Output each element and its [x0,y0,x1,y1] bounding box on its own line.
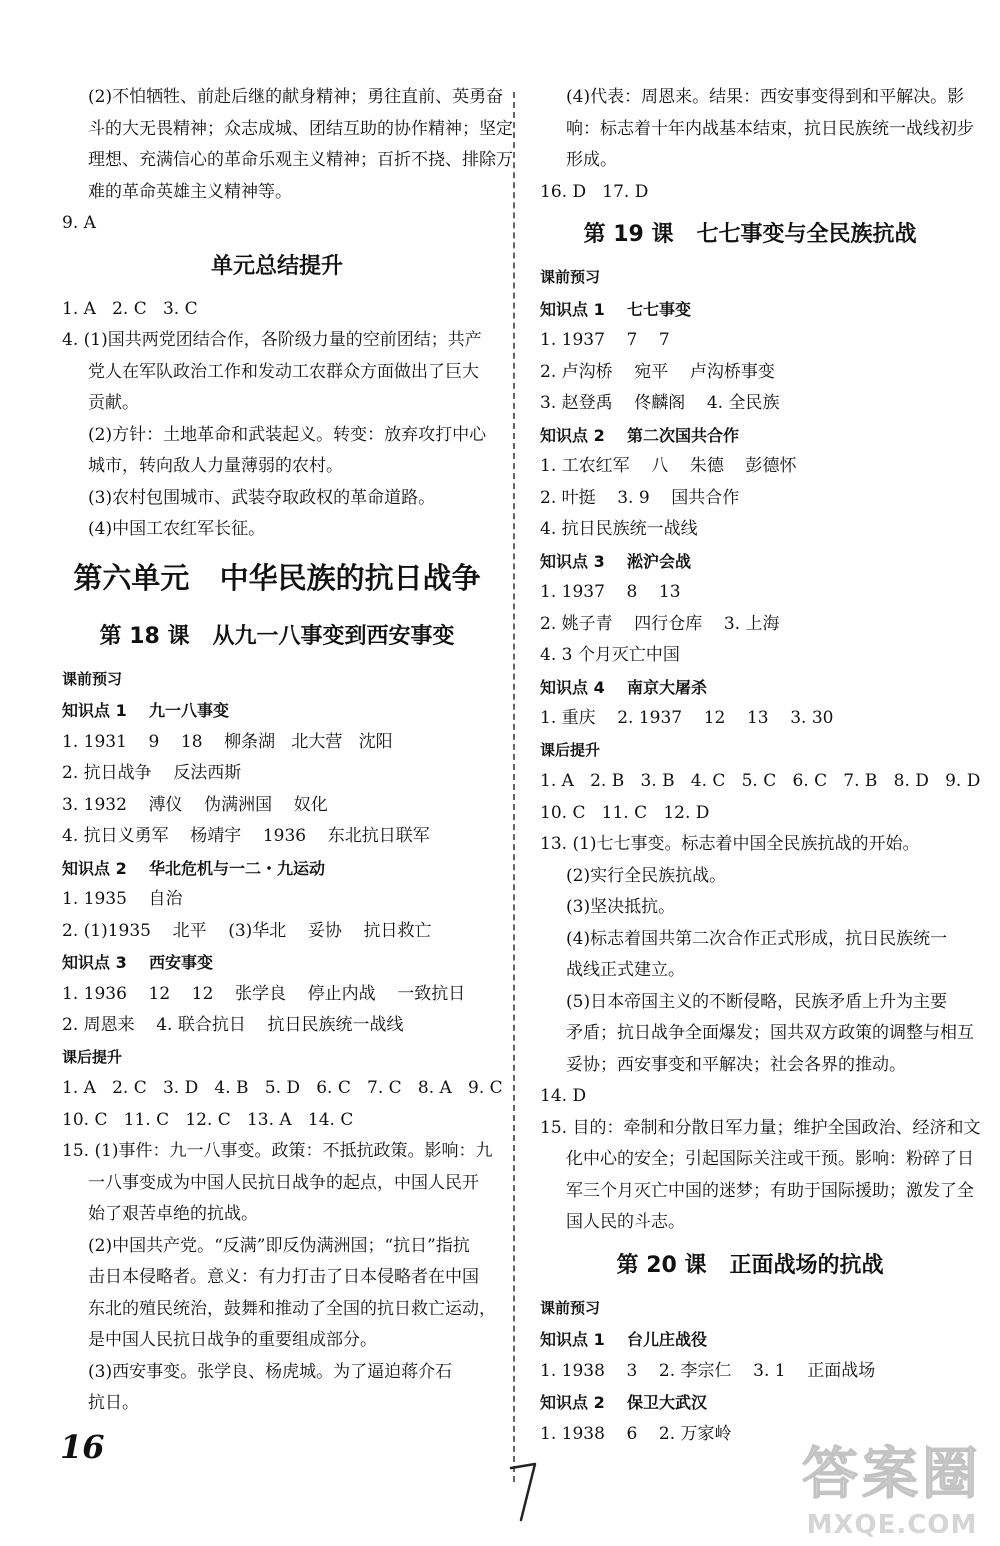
answer-line: 14. D [540,1086,587,1106]
answer-line: 1. 1937 7 7 [540,330,670,350]
knowledge-point-heading: 知识点 1 台儿庄战役 [540,1330,707,1349]
knowledge-point-heading: 知识点 2 华北危机与一二・九运动 [62,858,325,878]
watermark-url: MXQE.COM [806,1510,978,1540]
lesson-title: 第 18 课 从九一八事变到西安事变 [99,623,455,649]
answer-line: 化中心的安全；引起国际关注或干预。影响：粉碎了日 [566,1149,974,1169]
answer-line: (2)中国共产党。“反满”即反伪满洲国；“抗日”指抗 [88,1235,470,1256]
answer-line: 军三个月灭亡中国的迷梦；有助于国际援助；激发了全 [566,1180,974,1201]
answer-line: 战线正式建立。 [566,960,685,980]
answer-line: 党人在军队政治工作和发动工农群众方面做出了巨大 [88,361,479,382]
column-divider [513,92,515,1482]
right-column [540,82,981,1450]
answer-line: 一八事变成为中国人民抗日战争的起点，中国人民开 [88,1172,479,1193]
answer-line: 10. C 11. C 12. D [540,802,710,823]
section-heading: 课前预习 [540,268,601,286]
answer-line: 3. 赵登禹 佟麟阁 4. 全民族 [540,393,780,413]
answer-line: 2. (1)1935 北平 (3)华北 妥协 抗日救亡 [62,920,432,941]
knowledge-point-heading: 知识点 2 保卫大武汉 [540,1393,707,1412]
lesson-title: 第 19 课 七七事变与全民族抗战 [583,222,917,247]
answer-line: 4. 抗日民族统一战线 [540,519,698,539]
answer-line: (4)标志着国共第二次合作正式形成，抗日民族统一 [566,928,948,949]
answer-line: 1. 1935 自治 [62,889,183,909]
answer-line: 是中国人民抗日战争的重要组成部分。 [88,1330,377,1350]
answer-line: 1. A 2. C 3. D 4. B 5. D 6. C 7. C 8. A 9. C [62,1078,503,1098]
answer-line: 1. A 2. C 3. C [62,298,198,319]
answer-line: (2)方针：土地革命和武装起义。转变：放弃攻打中心 [88,424,487,445]
answer-line: 2. 周恩来 4. 联合抗日 抗日民族统一战线 [62,1015,404,1035]
answer-line: 斗的大无畏精神；众志成城、团结互助的协作精神；坚定 [88,118,513,139]
answer-line: 东北的殖民统治，鼓舞和推动了全国的抗日救亡运动， [88,1298,496,1319]
lesson-title: 单元总结提升 [210,253,343,279]
lesson-title: 第 20 课 正面战场的抗战 [616,1252,884,1278]
answer-line: 抗日。 [88,1393,139,1413]
answer-line: (3)西安事变。张学良、杨虎城。为了逼迫蒋介石 [88,1361,453,1382]
answer-line: (4)中国工农红军长征。 [88,519,266,539]
answer-line: 15. (1)事件：九一八事变。政策：不抵抗政策。影响：九 [62,1141,493,1161]
answer-line: (5)日本帝国主义的不断侵略，民族矛盾上升为主要 [566,991,948,1012]
answer-line: 1. 1938 6 2. 万家岭 [540,1423,732,1444]
answer-line: 1. 工农红军 八 朱德 彭德怀 [540,456,797,476]
answer-line: 难的革命英雄主义精神等。 [88,181,292,202]
knowledge-point-heading: 知识点 4 南京大屠杀 [540,677,707,697]
answer-line: 9. A [62,213,96,233]
answer-line: 理想、充满信心的革命乐观主义精神；百折不挠、排除万 [88,150,513,170]
left-column [62,82,513,1420]
answer-line: 2. 姚子青 四行仓库 3. 上海 [540,613,780,634]
answer-line: 16. D 17. D [540,181,649,202]
section-heading: 课前预习 [540,1298,601,1317]
knowledge-point-heading: 知识点 3 淞沪会战 [540,551,691,571]
answer-line: 国人民的斗志。 [566,1212,685,1232]
answer-line: 15. 目的：牵制和分散日军力量；维护全国政治、经济和文 [540,1117,981,1138]
answer-line: 形成。 [566,150,617,170]
answer-line: (2)实行全民族抗战。 [566,865,727,886]
answer-line: 2. 卢沟桥 宛平 卢沟桥事变 [540,361,775,382]
answer-line: (2)不怕牺牲、前赴后继的献身精神；勇往直前、英勇奋 [88,87,504,107]
answer-line: 10. C 11. C 12. C 13. A 14. C [62,1109,354,1130]
knowledge-point-heading: 知识点 3 西安事变 [62,953,213,972]
knowledge-point-heading: 知识点 2 第二次国共合作 [540,425,739,445]
handwritten-mark [505,1456,545,1526]
answer-line: 1. 重庆 2. 1937 12 13 3. 30 [540,708,834,728]
answer-line: (3)农村包围城市、武装夺取政权的革命道路。 [88,487,436,508]
unit-title: 第六单元 中华民族的抗日战争 [73,560,481,595]
answer-line: 1. 1936 12 12 张学良 停止内战 一致抗日 [62,983,466,1004]
answer-line: 矛盾；抗日战争全面爆发；国共双方政策的调整与相互 [566,1023,974,1043]
knowledge-point-heading: 知识点 1 九一八事变 [62,701,229,720]
watermark-logo: 答案圈 [802,1442,982,1507]
knowledge-point-heading: 知识点 1 七七事变 [540,299,691,319]
answer-line: (3)坚决抵抗。 [566,897,676,917]
section-heading: 课前预习 [62,669,123,688]
answer-line: (4)代表：周恩来。结果：西安事变得到和平解决。影 [566,87,965,107]
answer-line: 城市，转向敌人力量薄弱的农村。 [88,456,343,476]
answer-line: 击日本侵略者。意义：有力打击了日本侵略者在中国 [88,1267,479,1287]
answer-line: 2. 抗日战争 反法西斯 [62,763,242,783]
answer-line: 2. 叶挺 3. 9 国共合作 [540,487,740,508]
answer-line: 响：标志着十年内战基本结束，抗日民族统一战线初步 [566,118,974,139]
section-heading: 课后提升 [540,740,601,759]
watermark [802,1430,982,1540]
answer-line: 1. A 2. B 3. B 4. C 5. C 6. C 7. B 8. D 9. D [540,771,981,791]
answer-line: 1. 1931 9 18 柳条湖 北大营 沈阳 [62,731,393,752]
answer-line: 4. 抗日义勇军 杨靖宇 1936 东北抗日联军 [62,826,430,846]
answer-line: 1. 1937 8 13 [540,582,681,602]
answer-line: 始了艰苦卓绝的抗战。 [88,1204,258,1224]
section-heading: 课后提升 [62,1047,123,1066]
answer-line: 妥协；西安事变和平解决；社会各界的推动。 [566,1054,906,1075]
page-number: 16 [60,1428,105,1466]
answer-line: 3. 1932 溥仪 伪满洲国 奴化 [62,794,328,815]
answer-line: 1. 1938 3 2. 李宗仁 3. 1 正面战场 [540,1360,876,1381]
answer-line: 4. (1)国共两党团结合作，各阶级力量的空前团结；共产 [62,330,482,350]
answer-line: 贡献。 [88,393,139,413]
answer-line: 13. (1)七七事变。标志着中国全民族抗战的开始。 [540,834,920,854]
answer-line: 4. 3 个月灭亡中国 [540,645,680,665]
